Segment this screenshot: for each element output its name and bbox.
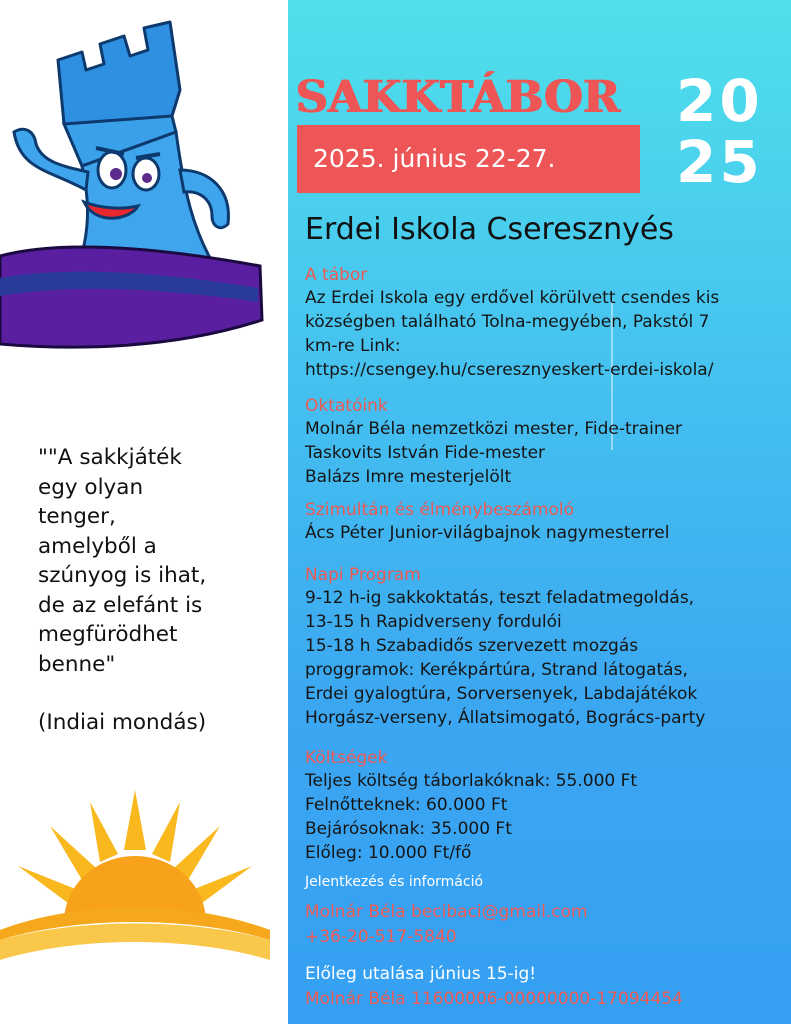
section-line: 13-15 h Rapidverseny fordulói (305, 612, 562, 632)
quote-line: amelyből a (38, 533, 157, 559)
section-tabor (305, 264, 785, 382)
bank-account: Molnár Béla 11600006-00000000-17094454 (305, 989, 683, 1009)
link-text[interactable]: https://csengey.hu/cseresznyeskert-erdei-iskola/ (305, 360, 714, 380)
date-banner: 2025. június 22-27. (297, 125, 640, 193)
year-display (676, 67, 763, 196)
section-line: proggramok: Kerékpártúra, Strand látogatás, (305, 660, 688, 680)
section-heading: Napi Program (305, 565, 421, 585)
section-line: km-re Link: (305, 336, 401, 356)
sun-icon (0, 790, 270, 960)
section-line: 9-12 h-ig sakkoktatás, teszt feladatmegoldás, (305, 588, 695, 608)
deposit-note: Előleg utalása június 15-ig! (305, 964, 537, 984)
section-program (305, 564, 785, 730)
contact-heading: Jelentkezés és információ (305, 874, 484, 890)
year-line: 20 (676, 67, 763, 135)
section-line: 15-18 h Szabadidős szervezett mozgás (305, 636, 639, 656)
quote-source: (Indiai mondás) (38, 710, 207, 735)
section-heading: Költségek (305, 748, 388, 768)
section-heading: Szimultán és élménybeszámoló (305, 500, 575, 520)
quote-line: de az elefánt is (38, 592, 203, 618)
section-heading: Oktatóink (305, 396, 388, 416)
section-oktatok (305, 395, 785, 489)
quote-line: ""A sakkjáték (38, 445, 182, 470)
contact-email[interactable]: Molnár Béla becibaci@gmail.com (305, 902, 588, 922)
section-line: Bejárósoknak: 35.000 Ft (305, 819, 512, 839)
quote-block (38, 443, 278, 738)
section-line: Balázs Imre mesterjelölt (305, 467, 512, 487)
venue-title: Erdei Iskola Cseresznyés (305, 212, 674, 247)
section-line: Teljes költség táborlakóknak: 55.000 Ft (305, 771, 638, 791)
section-heading: A tábor (305, 265, 368, 285)
section-koltsegek (305, 747, 785, 865)
section-line: Ács Péter Junior-világbajnok nagymesterrel (305, 523, 670, 543)
page-title: SAKKTÁBOR (296, 72, 621, 123)
quote-line: megfürödhet (38, 622, 178, 647)
quote-line: tenger, (38, 504, 116, 529)
quote-line: egy olyan (38, 474, 144, 500)
quote-line: benne" (38, 651, 116, 677)
section-line: Horgász-verseny, Állatsimogató, Bogrács-party (305, 708, 706, 728)
rook-mascot-icon (0, 20, 270, 360)
section-line: Az Erdei Iskola egy erdővel körülvett csendes kis (305, 288, 720, 308)
quote-line: szúnyog is ihat, (38, 563, 207, 588)
section-line: Erdei gyalogtúra, Sorversenyek, Labdajátékok (305, 684, 698, 704)
year-line: 25 (676, 128, 763, 196)
section-line: Előleg: 10.000 Ft/fő (305, 843, 472, 863)
section-line: Taskovits István Fide-mester (305, 443, 546, 463)
section-line: községben található Tolna-megyében, Pakstól 7 (305, 312, 710, 332)
section-szimultan (305, 499, 785, 545)
section-line: Felnőtteknek: 60.000 Ft (305, 795, 508, 815)
section-line: Molnár Béla nemzetközi mester, Fide-trainer (305, 419, 683, 439)
contact-block (305, 872, 785, 1012)
contact-phone[interactable]: +36-20-517-5840 (305, 927, 457, 947)
